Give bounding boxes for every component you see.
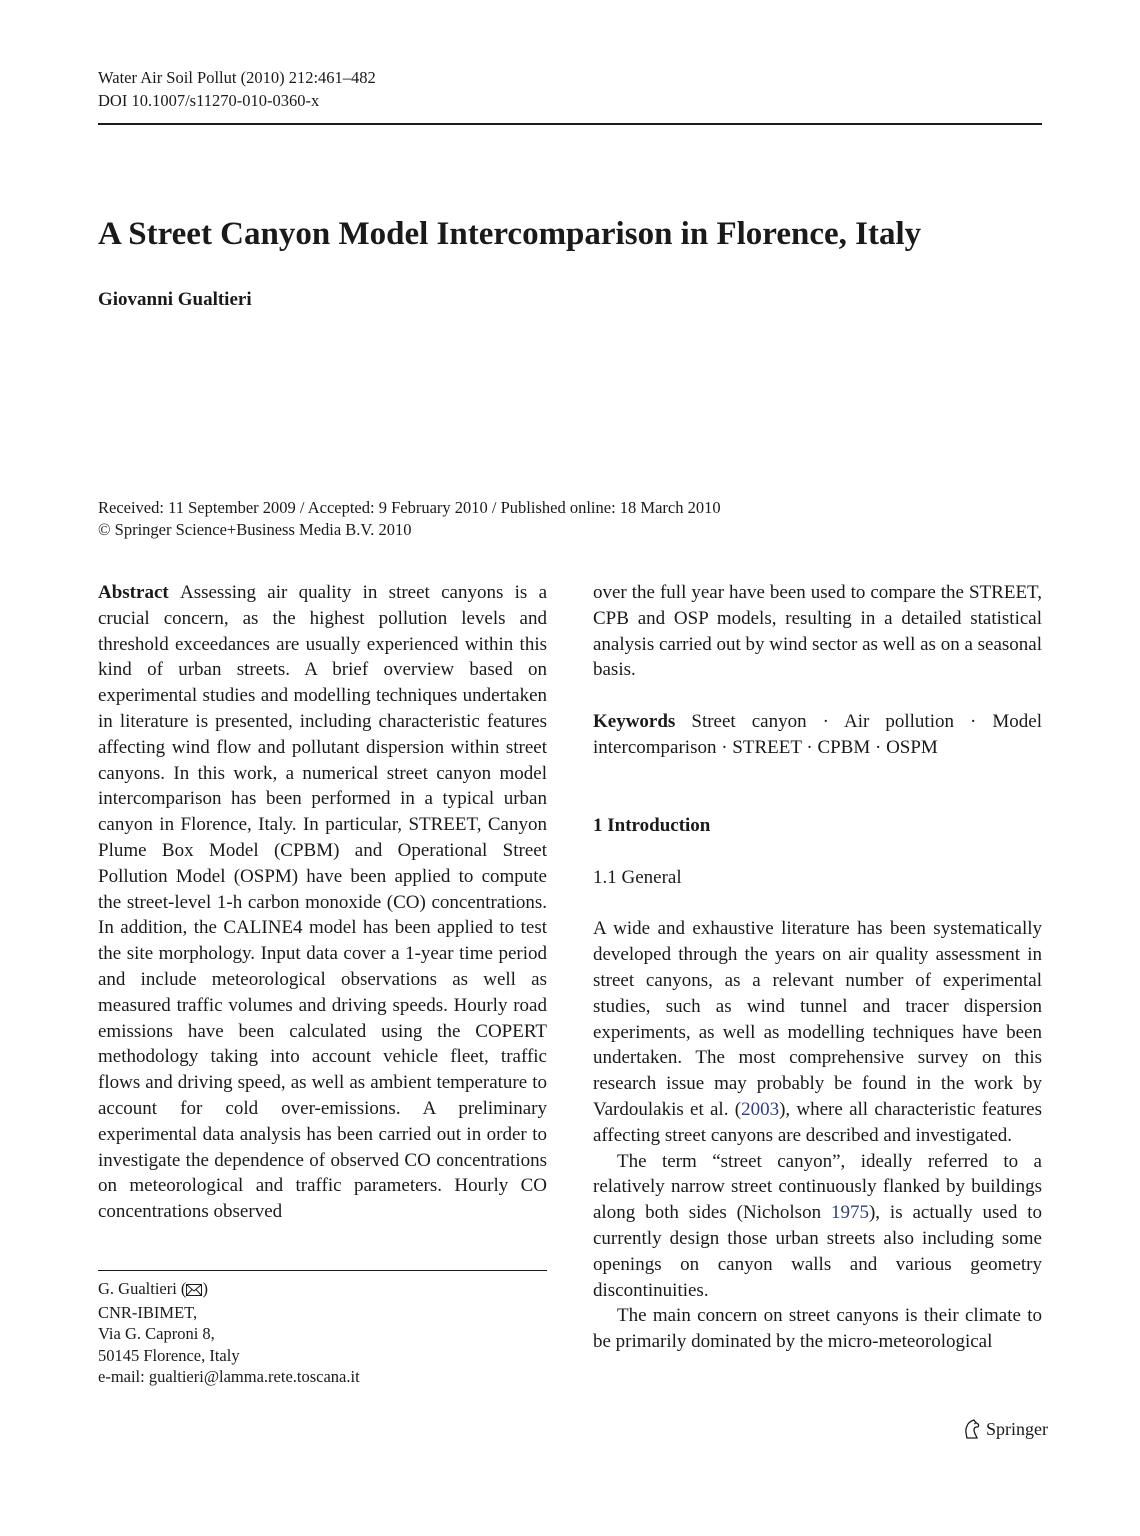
abstract: [98, 580, 547, 1225]
author-name: Giovanni Gualtieri: [98, 289, 252, 310]
dates-line: Received: 11 September 2009 / Accepted: 9 February 2010 / Published online: 18 March 2010: [98, 498, 721, 517]
keywords: [593, 709, 1042, 761]
header-rule: [98, 123, 1042, 125]
springer-horse-icon: [963, 1419, 981, 1439]
left-column: [98, 580, 547, 1225]
abstract-text: Assessing air quality in street canyons is a crucial concern, as the highest pollution levels and threshold exceedances are usually experienced within this kind of urban streets. A brief overview based on experimental studies and modelling techniques undertaken in literature is presented, including characteristic features affecting wind flow and pollutant dispersion within street canyons. In this work, a numerical street canyon model intercomparison has been performed in a typical urban canyon in Florence, Italy. In particular, STREET, Canyon Plume Box Model (CPBM) and Operational Street Pollution Model (OSPM) have been applied to compute the street-level 1-h carbon monoxide (CO) concentrations. In addition, the CALINE4 model has been applied to test the site morphology. Input data cover a 1-year time period and include meteorological observations as well as measured traffic volumes and driving speeds. Hourly road emissions have been calculated using the COPERT methodology taking into account vehicle fleet, traffic flows and driving speed, as well as ambient temperature to account for cold over-emissions. A preliminary experimental data analysis has been carried out in order to investigate the dependence of observed CO concentrations on meteorological and traffic parameters. Hourly CO concentrations observed: [98, 582, 548, 1223]
doi[interactable]: DOI 10.1007/s11270-010-0360-x: [98, 91, 320, 110]
section-heading: 1 Introduction: [593, 814, 711, 836]
abstract-label: Abstract: [98, 582, 169, 603]
affiliation-org: CNR-IBIMET,: [98, 1302, 198, 1322]
para2-text-b: ), is actually used to currently design those urban streets also including some openings on canyon walls and various geometry discontinuities.: [593, 1202, 1042, 1301]
intro-paragraph-3: The main concern on street canyons is their climate to be primarily dominated by the micro-meteorological: [593, 1305, 1042, 1353]
corresponding-author: [98, 1278, 360, 1302]
right-column: [593, 580, 1042, 1355]
publication-dates: [98, 497, 721, 541]
keywords-text: Street canyon · Air pollution · Model intercomparison · STREET · CPBM · OSPM: [593, 711, 1042, 758]
abstract-continuation: over the full year have been used to compare the STREET, CPB and OSP models, resulting in a detailed statistical analysis carried out by wind sector as well as on a seasonal basis.: [593, 582, 1043, 681]
copyright-line: © Springer Science+Business Media B.V. 2010: [98, 520, 412, 539]
affiliation-street: Via G. Caproni 8,: [98, 1324, 215, 1343]
affiliation-name: G. Gualtieri (: [98, 1279, 187, 1298]
footnote-rule: [98, 1270, 547, 1271]
envelope-icon[interactable]: [186, 1280, 202, 1302]
citation-link-2003[interactable]: 2003: [741, 1098, 780, 1120]
intro-paragraph-1: [593, 916, 1042, 1148]
journal-citation: Water Air Soil Pollut (2010) 212:461–482: [98, 68, 376, 87]
paper-title: A Street Canyon Model Intercomparison in Florence, Italy: [98, 216, 922, 252]
journal-header: [98, 66, 376, 112]
intro-paragraph-2: [593, 1149, 1042, 1304]
keywords-label: Keywords: [593, 711, 676, 733]
affiliation-email[interactable]: e-mail: gualtieri@lamma.rete.toscana.it: [98, 1367, 360, 1386]
affiliation-city: 50145 Florence, Italy: [98, 1345, 240, 1365]
citation-link-1975[interactable]: 1975: [830, 1202, 869, 1224]
publisher-name: Springer: [986, 1419, 1048, 1439]
publisher-logo: [963, 1416, 1048, 1442]
subsection-heading: 1.1 General: [593, 866, 682, 888]
affiliation-name-close: ): [202, 1279, 208, 1298]
para2-text-a: The term “street canyon”, ideally referred to a relatively narrow street continuously flanked by buildings along both sides (Nicholson: [593, 1150, 1042, 1224]
affiliation: [98, 1278, 360, 1388]
para1-text-b: ), where all characteristic features affecting street canyons are described and investigated.: [593, 1098, 1042, 1146]
para1-text-a: A wide and exhaustive literature has been systematically developed through the years on air quality assessment in street canyons, as a relevant number of experimental studies, such as wind tunnel and tracer dispersion experiments, as well as modelling techniques have been undertaken. The most comprehensive survey on this research issue may probably be found in the work by Vardoulakis et al. (: [593, 918, 1042, 1120]
